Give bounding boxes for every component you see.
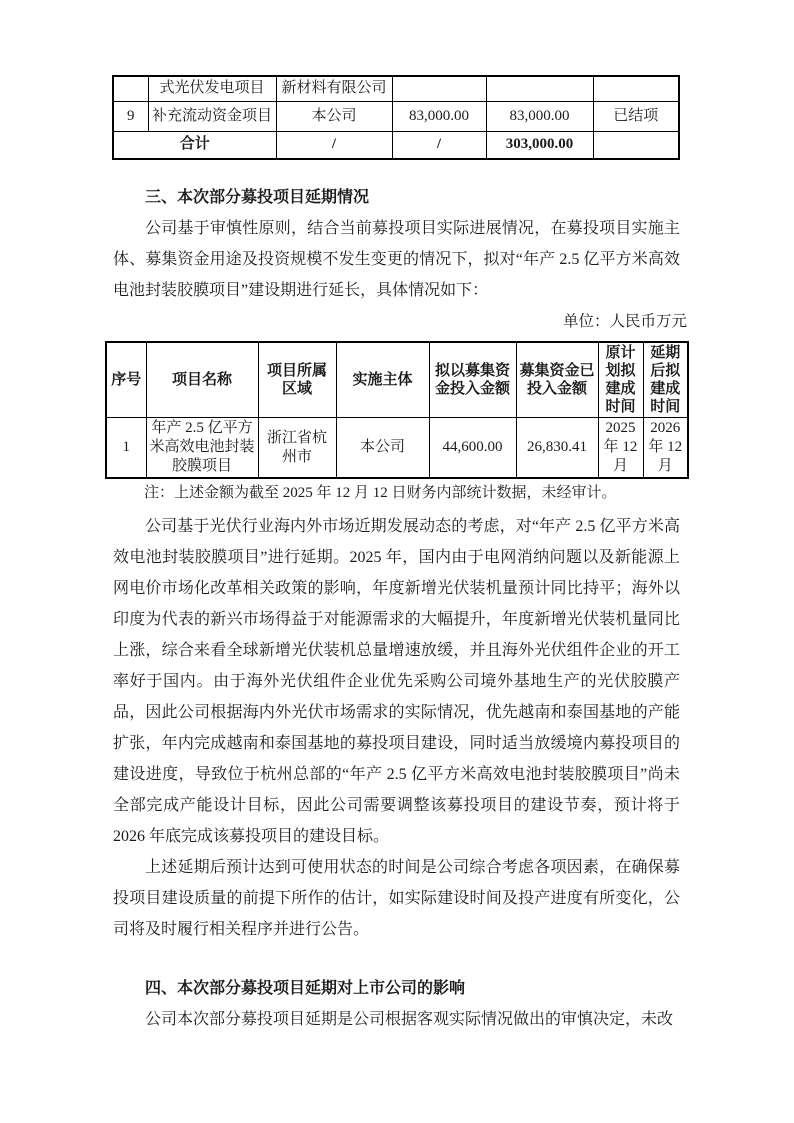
header-cell: 原计划拟建成时间 — [598, 342, 643, 418]
table-header-row — [106, 342, 688, 418]
total-amount-cell: 303,000.00 — [486, 131, 593, 159]
table-cell — [113, 76, 148, 101]
table-note: 注：上述金额为截至 2025 年 12 月 12 日财务内部统计数据，未经审计。 — [144, 485, 617, 501]
header-cell: 拟以募集资金投入金额 — [429, 342, 516, 418]
table-cell: 本公司 — [276, 101, 392, 131]
delay-table — [105, 341, 689, 479]
unit-label: 单位：人民币万元 — [562, 313, 687, 330]
delay-reason-paragraph: 公司基于光伏行业海内外市场近期发展动态的考虑，对“年产 2.5 亿平方米高效电池封装胶膜项目”进行延期。2025 年，国内由于电网消纳问题以及新能源上网电价市场化改革相关政策的影响，年度新增光伏装机量预计同比持平；海外以印度为代表的新兴市场得益于对能源需求的大幅提升，年度新增光伏装机量同比上涨，综合来看全球新增光伏装机总量增速放缓，并且海外光伏组件企业的开工率好于国内。由于海外光伏组件企业优先采购公司境外基地生产的光伏胶膜产品，因此公司根据海内外光伏市场需求的实际情况，优先越南和泰国基地的产能扩张，年内完成越南和泰国基地的募投项目建设，同时适当放缓境内募投项目的建设进度，导致位于杭州总部的“年产 2.5 亿平方米高效电池封装胶膜项目”尚未全部完成产能设计目标，因此公司需要调整该募投项目的建设节奏，预计将于 2026 年底完成该募投项目的建设目标。 — [113, 518, 680, 845]
prior-projects-table — [112, 75, 680, 160]
table-row — [113, 76, 679, 101]
table-cell: 9 — [113, 101, 148, 131]
total-label-cell: 合计 — [113, 131, 276, 159]
table-cell: 新材料有限公司 — [276, 76, 392, 101]
section-3-heading: 三、本次部分募投项目延期情况 — [145, 189, 370, 206]
table-cell: 44,600.00 — [429, 418, 516, 479]
table-cell: 1 — [106, 418, 146, 479]
table-cell: 83,000.00 — [392, 101, 486, 131]
header-cell: 实施主体 — [336, 342, 429, 418]
table-cell: 26,830.41 — [516, 418, 598, 479]
table-cell: 已结项 — [593, 101, 679, 131]
table-cell — [486, 76, 593, 101]
section-4-paragraph: 公司本次部分募投项目延期是公司根据客观实际情况做出的审慎决定，未改 — [145, 1011, 674, 1028]
header-cell: 延期后拟建成时间 — [643, 342, 688, 418]
table-cell: 2026 年 12 月 — [643, 418, 688, 479]
table-cell: / — [276, 131, 392, 159]
delay-table-block — [105, 307, 687, 479]
section-3-intro-paragraph: 公司基于审慎性原则，结合当前募投项目实际进展情况，在募投项目实施主体、募集资金用途及投资规模不发生变更的情况下，拟对“年产 2.5 亿平方米高效电池封装胶膜项目”建设期进行延长，具体情况如下： — [113, 220, 680, 299]
table-cell: / — [392, 131, 486, 159]
header-cell: 序号 — [106, 342, 146, 418]
section-4-heading: 四、本次部分募投项目延期对上市公司的影响 — [145, 980, 466, 997]
table-cell: 83,000.00 — [486, 101, 593, 131]
table-cell — [593, 76, 679, 101]
table-total-row — [113, 131, 679, 159]
table-cell: 浙江省杭州市 — [258, 418, 336, 479]
table-cell: 补充流动资金项目 — [148, 101, 276, 131]
table-cell: 本公司 — [336, 418, 429, 479]
table-row — [106, 418, 688, 479]
estimate-disclaimer-paragraph: 上述延期后预计达到可使用状态的时间是公司综合考虑各项因素，在确保募投项目建设质量的前提下所作的估计，如实际建设时间及投产进度有所变化，公司将及时履行相关程序并进行公告。 — [113, 859, 680, 938]
table-cell: 式光伏发电项目 — [148, 76, 276, 101]
header-cell: 项目名称 — [146, 342, 258, 418]
table-cell: 2025 年 12 月 — [598, 418, 643, 479]
table-row — [113, 101, 679, 131]
table-cell: 年产 2.5 亿平方米高效电池封装胶膜项目 — [146, 418, 258, 479]
table-cell — [593, 131, 679, 159]
header-cell: 项目所属区域 — [258, 342, 336, 418]
table-cell — [392, 76, 486, 101]
header-cell: 募集资金已投入金额 — [516, 342, 598, 418]
